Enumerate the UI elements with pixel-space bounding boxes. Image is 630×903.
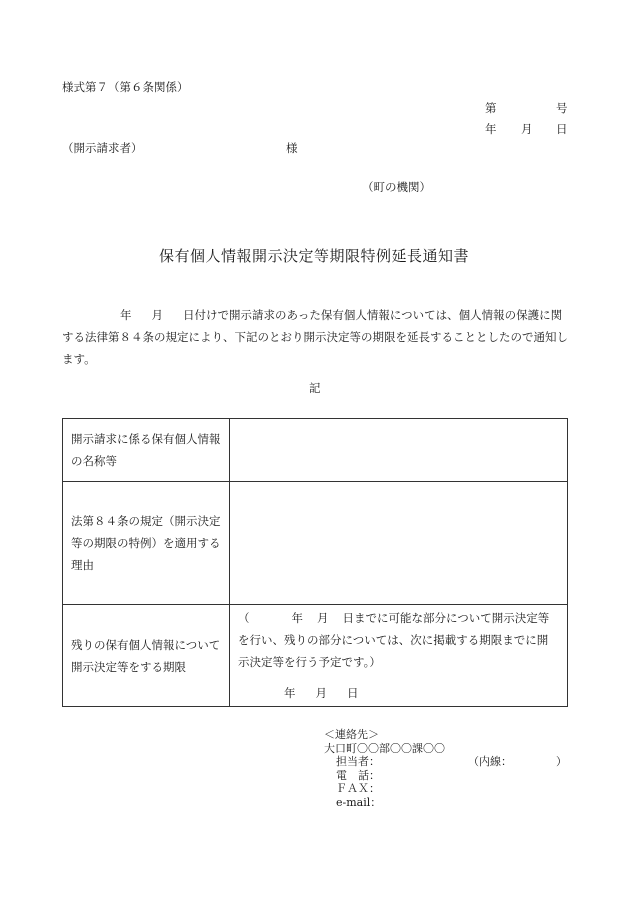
body-month: 月 [151, 308, 163, 322]
date-month: 月 [521, 122, 533, 136]
doc-number-prefix: 第 [485, 101, 497, 115]
ki-label: 記 [309, 381, 321, 395]
row3-dateline [284, 685, 359, 701]
contact-heading: ＜連絡先＞ [324, 728, 379, 741]
contact-person-label: 担当者： [336, 755, 380, 768]
row3-label: 残りの保有個人情報について開示決定等をする期限 [63, 605, 230, 707]
row3-value [230, 605, 568, 707]
requester-honorific: 様 [286, 141, 298, 155]
doc-number-suffix: 号 [556, 101, 568, 115]
row3-year: 年 [291, 611, 303, 625]
contact-person-row [324, 755, 567, 769]
row1-label: 開示請求に係る保有個人情報の名称等 [63, 419, 230, 482]
row3-month: 月 [317, 611, 329, 625]
contact-dept: 大口町〇〇部〇〇課〇〇 [324, 741, 445, 755]
date-year: 年 [485, 122, 497, 136]
row1-value [230, 419, 568, 482]
table-row [63, 419, 568, 482]
form-number: 様式第７（第６条関係） [62, 80, 189, 94]
body-text: 日付けで開示請求のあった保有個人情報については、個人情報の保護に関する法律第８４条の規定により、下記のとおり開示決定等の期限を延長することとしたので通知します。 [62, 308, 568, 366]
body-year: 年 [120, 308, 132, 322]
contact-tel-label: 電 話： [336, 768, 380, 782]
details-table [62, 418, 568, 707]
table-row [63, 482, 568, 605]
row3-date-month: 月 [315, 686, 327, 700]
row3-open-paren: （ [238, 611, 250, 625]
contact-ext-close: ） [556, 755, 567, 768]
contact-block [324, 728, 567, 809]
body-paragraph [62, 304, 572, 370]
row3-date-year: 年 [284, 686, 296, 700]
requester-label: （開示請求者） [62, 141, 143, 155]
row3-date-day: 日 [347, 686, 359, 700]
row2-value [230, 482, 568, 605]
date-day: 日 [556, 122, 568, 136]
table-row [63, 605, 568, 707]
row3-body: 日までに可能な部分について開示決定等を行い、残りの部分については、次に掲載する期限までに開示決定等を行う予定です。） [238, 611, 550, 669]
contact-fax-label: ＦＡＸ： [336, 782, 380, 795]
issuer-label: （町の機関） [362, 180, 431, 194]
document-title: 保有個人情報開示決定等期限特例延長通知書 [159, 247, 470, 265]
row2-label: 法第８４条の規定（開示決定等の期限の特例）を適用する理由 [63, 482, 230, 605]
row3-text [238, 605, 559, 673]
contact-ext-label: （内線： [468, 755, 512, 768]
contact-email-label: e-mail： [336, 795, 382, 809]
